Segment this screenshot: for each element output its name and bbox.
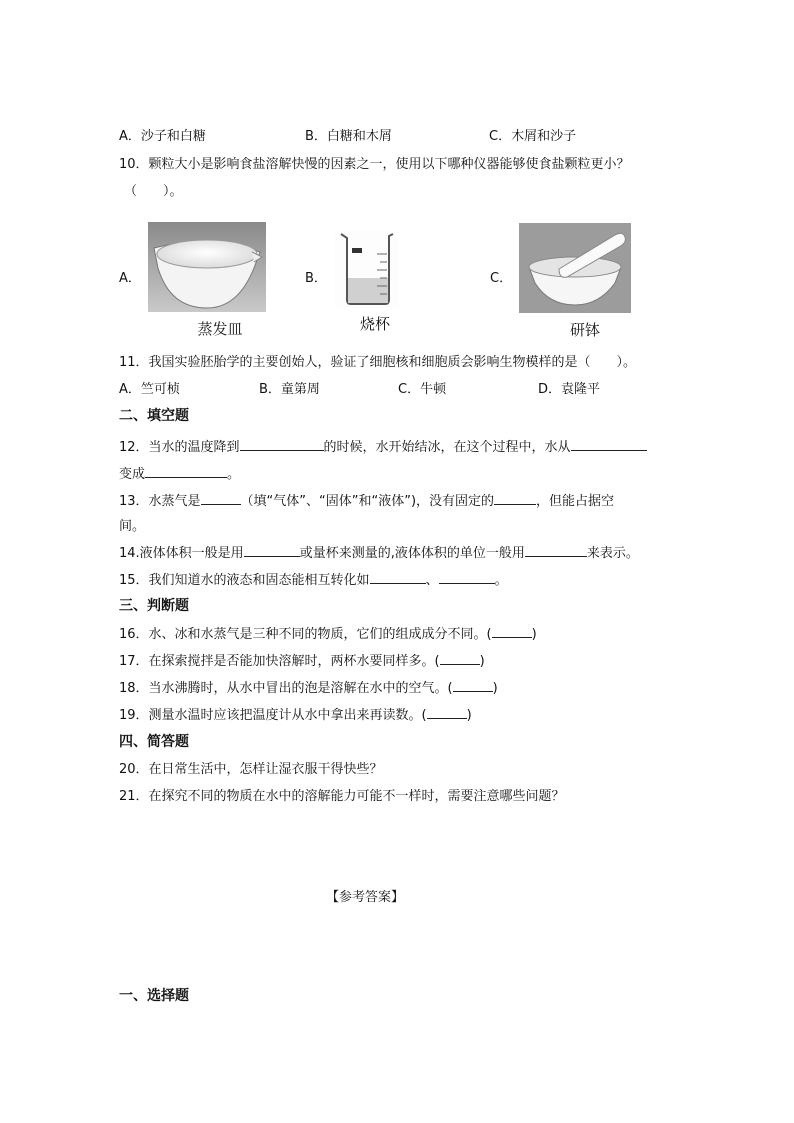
q13-text-2: （填“气体”、“固体”和“液体”)，没有固定的 bbox=[240, 494, 495, 509]
q21-stem: 21．在探究不同的物质在水中的溶解能力可能不一样时，需要注意哪些问题？ bbox=[119, 789, 565, 804]
q12-line2 bbox=[119, 465, 240, 484]
section-heading-fill-blank: 二、填空题 bbox=[119, 408, 189, 424]
q11-option-c: C．牛顿 bbox=[398, 382, 447, 397]
q15-text-1: 15．我们知道水的液态和固态能相互转化如 bbox=[119, 573, 370, 588]
q14-text-1: 14.液体体积一般是用 bbox=[119, 546, 244, 561]
q19-blank[interactable] bbox=[427, 706, 467, 719]
q12-blank-2[interactable] bbox=[571, 438, 647, 451]
q17-blank[interactable] bbox=[440, 652, 480, 665]
q12-line1 bbox=[119, 438, 647, 457]
q10-option-c-label: C． bbox=[490, 271, 513, 286]
q13-blank-2[interactable] bbox=[494, 492, 536, 505]
q18-line bbox=[119, 679, 498, 698]
q12-blank-3[interactable] bbox=[145, 465, 227, 478]
q16-line bbox=[119, 625, 537, 644]
q16-close: ) bbox=[531, 627, 537, 642]
q9-option-a: A．沙子和白糖 bbox=[119, 129, 206, 144]
q18-blank[interactable] bbox=[453, 679, 493, 692]
q9-option-c: C．木屑和沙子 bbox=[489, 129, 577, 144]
mortar-image bbox=[519, 223, 631, 313]
q13-text-1: 13．水蒸气是 bbox=[119, 494, 201, 509]
q18-close: ) bbox=[492, 681, 498, 696]
q11-stem: 11．我国实验胚胎学的主要创始人，验证了细胞核和细胞质会影响生物模样的是（ ）。 bbox=[119, 355, 637, 370]
q10-option-b-label: B． bbox=[305, 271, 327, 286]
q13-line1 bbox=[119, 492, 614, 511]
q16-blank[interactable] bbox=[492, 625, 532, 638]
q12-text-3: 变成 bbox=[119, 467, 146, 482]
q14-blank-2[interactable] bbox=[525, 544, 587, 557]
section-heading-true-false: 三、判断题 bbox=[119, 598, 189, 614]
q13-text-3: ，但能占据空 bbox=[536, 494, 615, 509]
q13-blank-1[interactable] bbox=[201, 492, 241, 505]
q11-option-a: A．竺可桢 bbox=[119, 382, 180, 397]
q20-stem: 20．在日常生活中，怎样让湿衣服干得快些？ bbox=[119, 762, 383, 777]
q10-option-a-label: A． bbox=[119, 271, 141, 286]
q17-text: 17．在探索搅拌是否能加快溶解时，两杯水要同样多。( bbox=[119, 654, 440, 669]
q12-text-2: 的时候，水开始结冰，在这个过程中，水从 bbox=[323, 440, 571, 455]
section-heading-short-answer: 四、简答题 bbox=[119, 734, 189, 750]
caption-mortar: 研钵 bbox=[569, 321, 600, 339]
q12-text-4: 。 bbox=[227, 467, 241, 482]
q14-blank-1[interactable] bbox=[244, 544, 300, 557]
q19-close: ) bbox=[466, 708, 472, 723]
answer-title: 【参考答案】 bbox=[326, 890, 405, 905]
q14-text-3: 来表示。 bbox=[586, 546, 639, 561]
q12-text-1: 12．当水的温度降到 bbox=[119, 440, 240, 455]
answer-section-choice: 一、选择题 bbox=[119, 988, 189, 1004]
q19-text: 19．测量水温时应该把温度计从水中拿出来再读数。( bbox=[119, 708, 427, 723]
q14-line bbox=[119, 544, 639, 563]
q18-text: 18．当水沸腾时，从水中冒出的泡是溶解在水中的空气。( bbox=[119, 681, 453, 696]
q19-line bbox=[119, 706, 472, 725]
q17-close: ) bbox=[479, 654, 485, 669]
caption-beaker: 烧杯 bbox=[359, 315, 390, 333]
q14-text-2: 或量杯来测量的,液体体积的单位一般用 bbox=[299, 546, 525, 561]
beaker-image bbox=[335, 230, 399, 308]
q10-stem-line1: 10．颗粒大小是影响食盐溶解快慢的因素之一，使用以下哪种仪器能够使食盐颗粒更小？ bbox=[119, 157, 630, 172]
q15-line bbox=[119, 571, 508, 590]
q16-text: 16．水、冰和水蒸气是三种不同的物质，它们的组成成分不同。( bbox=[119, 627, 492, 642]
q15-blank-1[interactable] bbox=[370, 571, 426, 584]
q15-text-2: 、 bbox=[425, 573, 439, 588]
q9-option-b: B．白糖和木屑 bbox=[305, 129, 392, 144]
q13-line2: 间。 bbox=[119, 519, 146, 534]
q10-stem-line2: （ ）。 bbox=[124, 184, 183, 199]
q11-option-d: D．袁隆平 bbox=[538, 382, 601, 397]
evaporating-dish-image bbox=[148, 222, 266, 312]
q15-blank-2[interactable] bbox=[439, 571, 495, 584]
q17-line bbox=[119, 652, 485, 671]
q15-text-3: 。 bbox=[494, 573, 508, 588]
q11-option-b: B．童第周 bbox=[259, 382, 320, 397]
caption-evaporating-dish: 蒸发皿 bbox=[197, 320, 243, 338]
q12-blank-1[interactable] bbox=[240, 438, 324, 451]
